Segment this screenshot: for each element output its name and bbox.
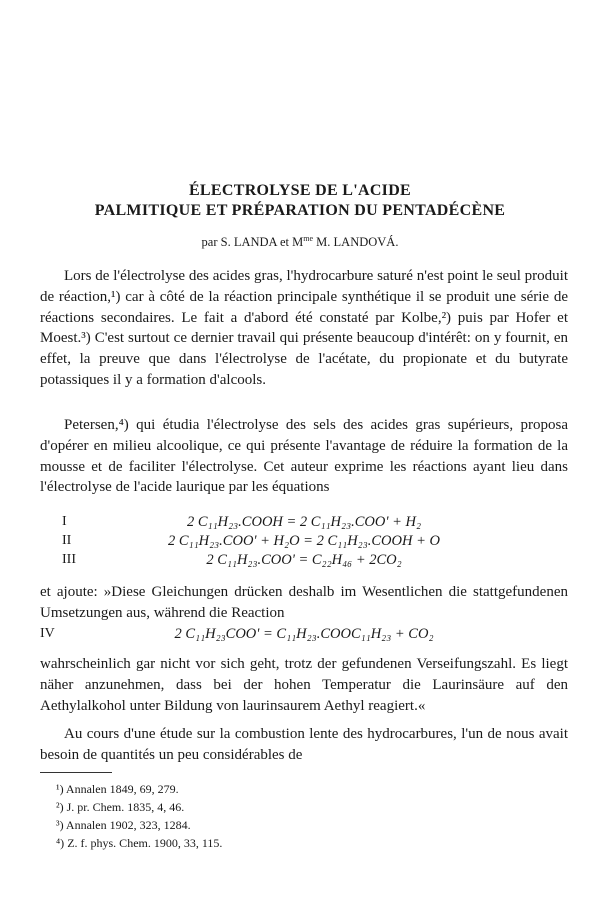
author-prefix: par S. LANDA et M — [201, 235, 304, 250]
equation-text-3: 2 C₁₁H₂₃.COO' = C₂₂H₄₆ + 2CO₂ — [206, 552, 402, 568]
equation-label-3: III — [62, 552, 76, 567]
paragraph-1: Lors de l'électrolyse des acides gras, l'hydrocarbure saturé n'est point le seul produit de réaction,¹) car à côté de la réaction principale synthétique il se produit une série de réactions secondaires. Le fait a d'abord été constaté par Kolbe,²) puis par Hofer et Moest.³) C'est surtout ce dernier travail qui présente beaucoup d'intérêt: on y fournit, en effet, la preuve que dans l'électrolyse de l'acétate, du propionate et du butyrate potassiques il y a formation d'alcools. — [40, 268, 568, 388]
equation-row-4 — [40, 626, 568, 646]
equation-row-2 — [40, 533, 568, 553]
author-superscript: me — [303, 234, 314, 243]
equation-row-3 — [40, 552, 568, 572]
footnote-text-1: Annalen 1849, 69, 279. — [63, 782, 179, 796]
footnote-mark-1: ¹) — [56, 782, 64, 796]
footnote-mark-3: ³) — [56, 818, 64, 832]
equation-text-2: 2 C₁₁H₂₃.COO' + H₂O = 2 C₁₁H₂₃.COOH + O — [168, 533, 440, 549]
footnote-2 — [56, 800, 184, 815]
footnote-1 — [56, 782, 179, 797]
equation-text-4: 2 C₁₁H₂₃COO' = C₁₁H₂₃.COOC₁₁H₂₃ + CO₂ — [174, 626, 434, 642]
footnote-text-4: Z. f. phys. Chem. 1900, 33, 115. — [64, 836, 223, 850]
article-title-line-2: PALMITIQUE ET PRÉPARATION DU PENTADÉCÈNE — [94, 202, 506, 219]
footnote-mark-2: ²) — [56, 800, 64, 814]
footnote-text-3: Annalen 1902, 323, 1284. — [63, 818, 191, 832]
footnote-divider — [40, 772, 112, 773]
paragraph-5: Au cours d'une étude sur la combustion lente des hydrocarbures, l'un de nous avait besoin de quantités un peu considérables de — [40, 726, 568, 763]
paragraph-2: Petersen,⁴) qui étudia l'électrolyse des sels des acides gras supérieurs, proposa d'opérer en milieu alcoolique, ce qui présente l'avantage de réduire la formation de la mousse et de faciliter l'électrolyse. Cet auteur exprime les réactions ayant lieu dans l'électrolyse de l'acide laurique par les équations — [40, 417, 568, 496]
equation-label-4: IV — [40, 626, 55, 641]
author-line — [0, 234, 600, 250]
footnote-3 — [56, 818, 191, 833]
paragraph-3: et ajoute: »Diese Gleichungen drücken deshalb im Wesentlichen die stattgefundenen Umsetzungen aus, während die Reaction — [40, 584, 568, 621]
footnote-text-2: J. pr. Chem. 1835, 4, 46. — [63, 800, 185, 814]
equation-row-1 — [40, 514, 568, 534]
equation-label-1: I — [62, 514, 67, 529]
article-title-line-1: ÉLECTROLYSE DE L'ACIDE — [188, 182, 412, 199]
paragraph-4: wahrscheinlich gar nicht vor sich geht, trotz der gefundenen Verseifungszahl. Es liegt näher anzunehmen, dass bei der hohen Temperatur die Laurinsäure auf den Aethylalkohol unter Bildung von laurinsaurem Aethyl reagiert.« — [40, 656, 568, 714]
footnote-mark-4: ⁴) — [56, 836, 65, 850]
equation-text-1: 2 C₁₁H₂₃.COOH = 2 C₁₁H₂₃.COO' + H₂ — [187, 514, 421, 530]
footnote-4 — [56, 836, 222, 851]
equation-label-2: II — [62, 533, 72, 548]
author-suffix: M. LANDOVÁ. — [313, 235, 399, 250]
